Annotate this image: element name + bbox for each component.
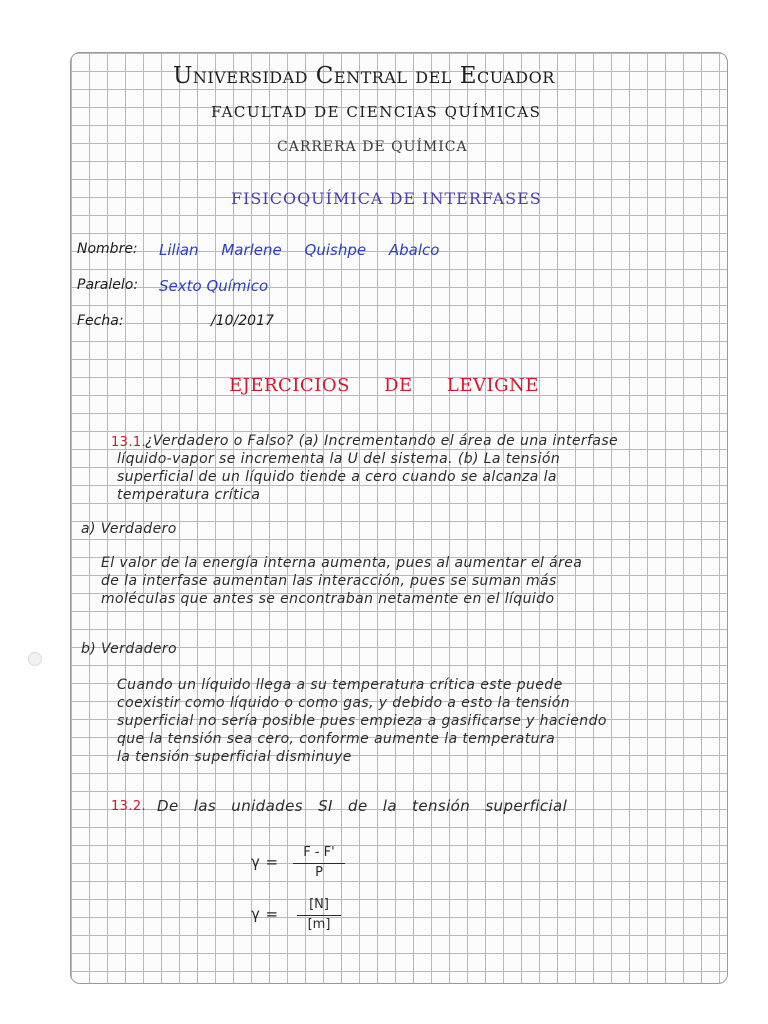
parallel-value: Sexto Químico bbox=[159, 277, 269, 295]
date-label: Fecha: bbox=[77, 313, 124, 329]
university-title: Universidad Central del Ecuador bbox=[173, 63, 555, 89]
question-number: 13.1. bbox=[111, 435, 147, 450]
answer-b-line: superficial no sería posible pues empieza a gasificarse y haciendo bbox=[117, 713, 607, 729]
course-title: FISICOQUÍMICA DE INTERFASES bbox=[231, 189, 542, 208]
equation1-numerator: F - F' bbox=[303, 845, 335, 860]
equation2-denominator: [m] bbox=[307, 917, 331, 932]
name-value: Lilian Marlene Quishpe Abalco bbox=[159, 241, 440, 259]
answer-b-line: la tensión superficial disminuye bbox=[117, 749, 352, 765]
equation2-fraction-bar bbox=[297, 915, 341, 916]
section-title: EJERCICIOS DE LEVIGNE bbox=[229, 375, 539, 396]
equation1-denominator: P bbox=[315, 865, 323, 880]
answer-b-line: que la tensión sea cero, conforme aumente la temperatura bbox=[117, 731, 556, 747]
punch-hole bbox=[28, 652, 42, 666]
answer-a-label: a) Verdadero bbox=[81, 521, 177, 537]
answer-a-line: moléculas que antes se encontraban netamente en el líquido bbox=[101, 591, 555, 607]
equation2-numerator: [N] bbox=[309, 897, 329, 912]
equation1-fraction-bar bbox=[293, 863, 345, 864]
question2-text: De las unidades SI de la tensión superficial bbox=[157, 797, 568, 815]
career-title: CARRERA DE QUÍMICA bbox=[277, 139, 468, 155]
faculty-title: FACULTAD DE CIENCIAS QUÍMICAS bbox=[211, 103, 542, 121]
question-line: ¿Verdadero o Falso? (a) Incrementando el área de una interfase bbox=[145, 433, 619, 449]
parallel-label: Paralelo: bbox=[77, 277, 139, 293]
grid-paper-page bbox=[70, 52, 728, 984]
date-value: /10/2017 bbox=[211, 313, 274, 329]
question2-number: 13.2. bbox=[111, 799, 147, 814]
answer-b-label: b) Verdadero bbox=[81, 641, 178, 657]
question-line: temperatura crítica bbox=[117, 487, 261, 503]
equation2-symbol: γ = bbox=[251, 905, 279, 923]
question-line: superficial de un líquido tiende a cero cuando se alcanza la bbox=[117, 469, 557, 485]
name-label: Nombre: bbox=[77, 241, 138, 257]
question-line: líquido-vapor se incrementa la U del sistema. (b) La tensión bbox=[117, 451, 561, 467]
answer-b-line: Cuando un líquido llega a su temperatura crítica este puede bbox=[117, 677, 563, 693]
equation1-symbol: γ = bbox=[251, 853, 279, 871]
answer-a-line: de la interfase aumentan las interacción, pues se suman más bbox=[101, 573, 557, 589]
answer-b-line: coexistir como líquido o como gas, y debido a esto la tensión bbox=[117, 695, 571, 711]
answer-a-line: El valor de la energía interna aumenta, pues al aumentar el área bbox=[101, 555, 583, 571]
